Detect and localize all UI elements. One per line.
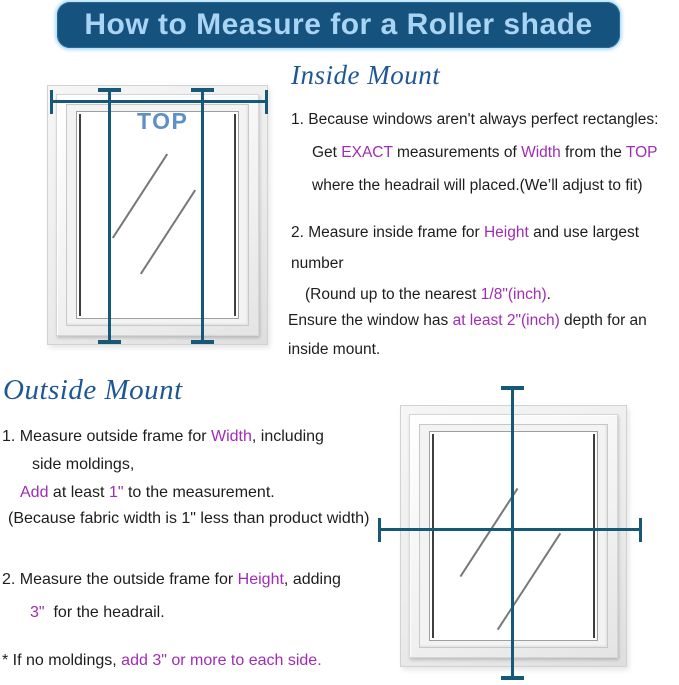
outside-mount-footnote bbox=[2, 652, 322, 670]
instruction-line: side moldings, bbox=[32, 456, 135, 473]
instruction-line: Get EXACT measurements of Width from the TOP bbox=[312, 144, 658, 161]
inside-mount-heading: Inside Mount bbox=[291, 60, 441, 90]
width-measure-line-center bbox=[378, 528, 642, 531]
instruction-line: 1. Because windows aren't always perfect rectangles: bbox=[291, 111, 659, 128]
outside-mount-step-1 bbox=[2, 423, 324, 507]
page-title: How to Measure for a Roller shade bbox=[84, 8, 593, 41]
instruction-line: (Round up to the nearest 1/8"(inch). bbox=[305, 286, 551, 303]
instruction-line: Add at least 1" to the measurement. bbox=[20, 484, 275, 501]
instruction-line: 3" for the headrail. bbox=[30, 604, 165, 621]
window-glass bbox=[76, 111, 239, 319]
height-measure-line-right bbox=[201, 88, 204, 344]
outside-mount-step-2 bbox=[2, 563, 341, 629]
instruction-line: Ensure the window has at least 2"(inch) depth for an bbox=[288, 312, 647, 329]
instruction-line: (Because fabric width is 1" less than product width) bbox=[8, 510, 370, 527]
inside-mount-step-1 bbox=[291, 103, 658, 202]
glass-reflection-line bbox=[497, 533, 561, 631]
outside-mount-heading: Outside Mount bbox=[3, 374, 183, 406]
inside-mount-depth-note bbox=[288, 306, 647, 364]
instruction-line: inside mount. bbox=[288, 341, 381, 358]
instruction-line: 2. Measure the outside frame for Height, adding bbox=[2, 571, 341, 588]
instruction-line: where the headrail will placed.(We’ll adjust to fit) bbox=[312, 177, 643, 194]
title-banner bbox=[57, 2, 620, 48]
instruction-line: * If no moldings, add 3" or more to each side. bbox=[2, 652, 322, 669]
outside-mount-fabric-note bbox=[8, 510, 369, 528]
instruction-line: 1. Measure outside frame for Width, including bbox=[2, 428, 324, 445]
height-measure-line-center bbox=[511, 386, 514, 680]
glass-reflection-line bbox=[140, 190, 196, 275]
glass-reflection-line bbox=[460, 488, 519, 577]
top-label: TOP bbox=[137, 108, 189, 134]
height-measure-line-left bbox=[108, 88, 111, 344]
inside-mount-step-2 bbox=[291, 217, 679, 310]
width-measure-line-top bbox=[50, 100, 268, 103]
glass-reflection-line bbox=[112, 154, 168, 239]
instruction-line: 2. Measure inside frame for Height and use largest number bbox=[291, 224, 644, 272]
